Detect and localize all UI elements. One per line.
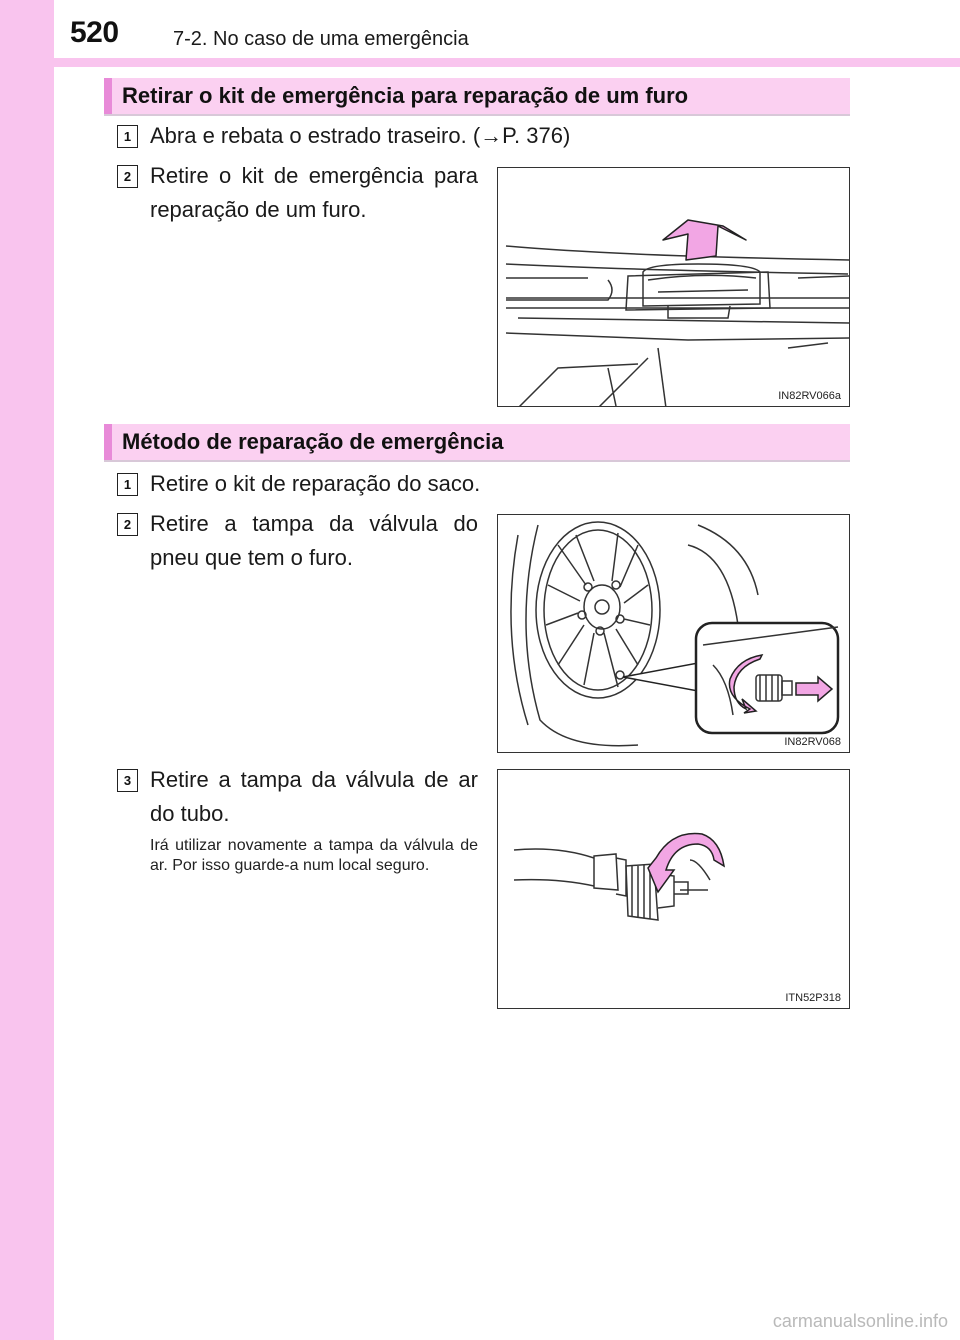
- section-title: Método de reparação de emergência: [122, 429, 504, 454]
- step-number: 2: [117, 513, 138, 536]
- figure-code: ITN52P318: [785, 992, 841, 1004]
- trunk-illustration: [498, 168, 850, 407]
- step-number: 2: [117, 165, 138, 188]
- section-heading-repair-method: [104, 424, 850, 462]
- step-text: Retire o kit de reparação do saco.: [150, 471, 481, 496]
- section-accent: [104, 78, 112, 114]
- figure-code: IN82RV066a: [778, 390, 841, 402]
- figure-tire-valve: [497, 514, 850, 753]
- step-text: Abra e rebata o estrado traseiro. (→P. 376): [150, 123, 571, 148]
- step-number: 1: [117, 125, 138, 148]
- lift-arrow-icon: [663, 220, 746, 260]
- figure-tube-valve: [497, 769, 850, 1009]
- step-number: 1: [117, 473, 138, 496]
- page-number: 520: [70, 16, 119, 49]
- step-note: Irá utilizar novamente a tampa da válvula de ar. Por isso guarde-a num local seguro.: [150, 837, 478, 874]
- figure-code: IN82RV068: [784, 736, 841, 748]
- tire-valve-illustration: [498, 515, 850, 753]
- figure-trunk-kit: [497, 167, 850, 407]
- step-text: Retire o kit de emergência para reparação de um furo.: [150, 163, 478, 222]
- rotate-arrow-icon: [648, 834, 724, 893]
- section-title: Retirar o kit de emergência para reparação de um furo: [122, 83, 689, 108]
- tube-valve-illustration: [498, 770, 850, 1009]
- page-sidebar: [0, 0, 54, 1340]
- watermark: carmanualsonline.info: [772, 1311, 948, 1331]
- section-accent: [104, 424, 112, 460]
- step-text: Retire a tampa da válvula de ar do tubo.: [150, 767, 478, 826]
- section-heading-remove-kit: [104, 78, 850, 116]
- step-number: 3: [117, 769, 138, 792]
- header-rule: [54, 58, 960, 67]
- step-text: Retire a tampa da válvula do pneu que tem o furo.: [150, 511, 478, 570]
- valve-detail-inset: [696, 623, 838, 733]
- chapter-title: 7-2. No caso de uma emergência: [173, 28, 469, 50]
